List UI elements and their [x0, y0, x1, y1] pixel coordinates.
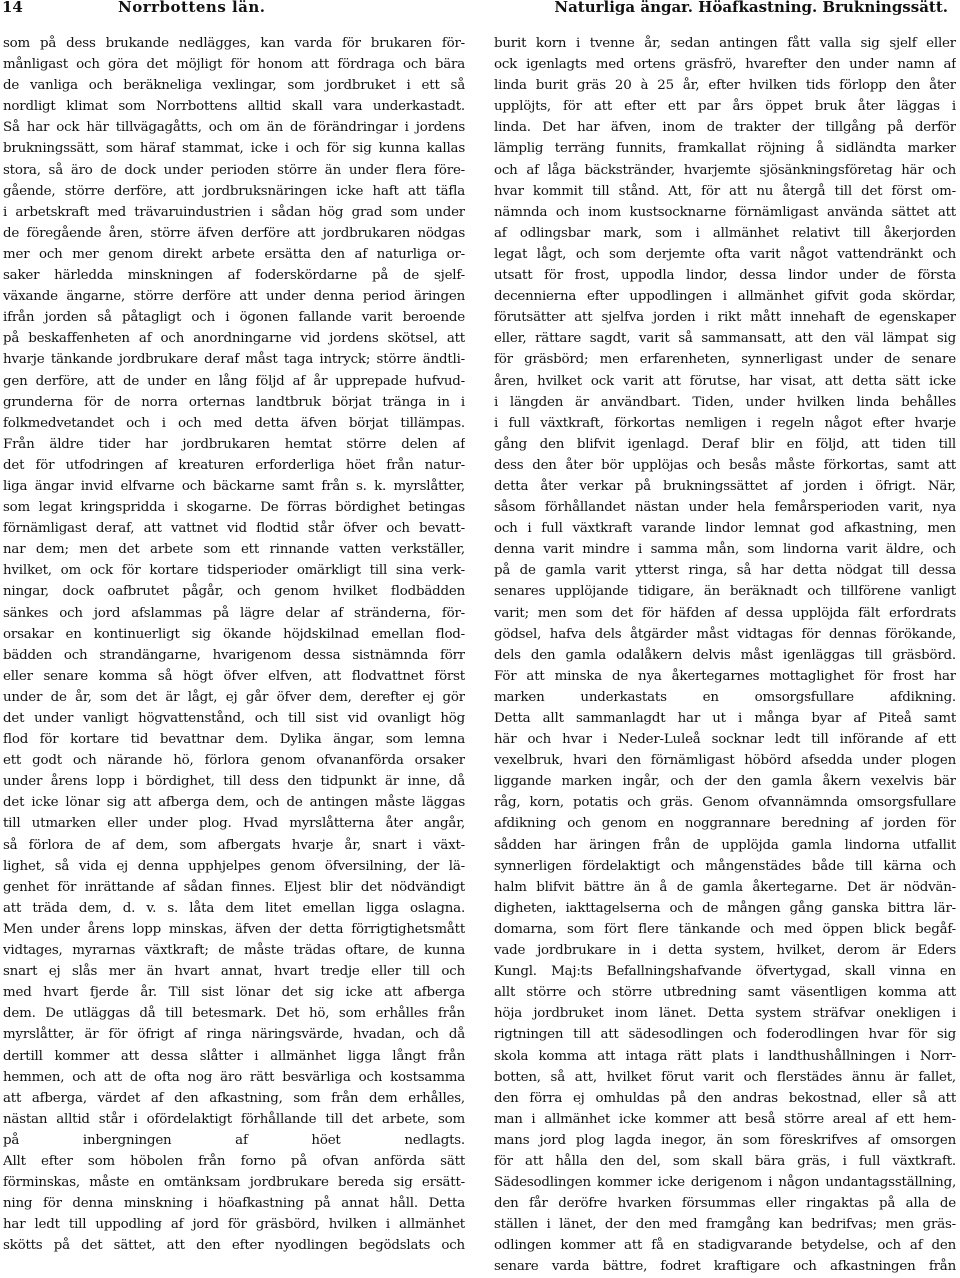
text-line: Så har ock här tillvägagåtts, och om än de förändringar i jordens	[3, 120, 465, 136]
text-line: bädden och strandängarne, hvarigenom dessa sistnämnda förr	[3, 647, 465, 663]
text-line: skötts på det sättet, att den efter nyodlingen begödslats och	[3, 1238, 465, 1254]
text-line: hvar kommit till stånd. Att, för att nu återgå till det först om-	[494, 183, 956, 199]
text-line: linda. Det har äfven, inom de trakter der tillgång på derför	[494, 120, 956, 136]
text-line: vidtages, myrarnas växtkraft; de måste trädas oftare, de kunna	[3, 943, 465, 959]
text-line: under årens lopp i bördighet, till dess den tidpunkt är inne, då	[3, 774, 465, 790]
text-line: folkmedvetandet och i och med detta äfven börjat tillämpas.	[3, 415, 465, 431]
text-line: på de gamla varit ytterst ringa, så har detta nödgat till dessa	[494, 563, 956, 579]
text-line: gen derföre, att de under en lång följd af år upprepade hufvud-	[3, 373, 465, 389]
text-line: gång den blifvit igenlagd. Deraf blir en följd, att tiden till	[494, 436, 956, 452]
text-line: Men under årens lopp minskas, äfven der detta förrigtighetsmått	[3, 921, 465, 937]
text-line: Sädesodlingen kommer icke derigenom i någon undantagsställning,	[494, 1175, 956, 1191]
text-line: så förlora de af dem, som afbergats hvarje år, snart i växt-	[3, 837, 465, 853]
text-line: som på dess brukande nedlägges, kan varda för brukaren för-	[3, 36, 465, 51]
text-line: nar dem; men det arbete som ett rinnande vatten verkställer,	[3, 542, 465, 558]
text-line: hvarje tänkande jordbrukare deraf måst taga intryck; större ändtli-	[3, 352, 465, 368]
text-line: dertill kommer att dessa slåtter i allmänhet ligga långt från	[3, 1048, 465, 1064]
text-line: de vanliga och beräkneliga vexlingar, som jordbruket i ett så	[3, 78, 465, 94]
text-line: för gräsbörd; men erfarenheten, synnerligast under de senare	[494, 352, 956, 368]
left-column-text	[3, 33, 465, 1256]
text-line: varit; men som det för häfden af dessa upplöjda fält erfordrats	[494, 605, 956, 621]
text-line: och af låga bäckstränder, hvarjemte sjösänkningsföretag här och	[494, 162, 956, 178]
text-line: vexelbruk, hvari den förnämligast höbörd afsedda under plogen	[494, 753, 956, 769]
text-line: Allt efter som höbolen från forno på ofvan anförda sätt	[3, 1153, 465, 1169]
text-line: Detta allt sammanlagdt har ut i många byar af Piteå samt	[494, 711, 956, 726]
text-line: förminskas, måste en omtänksam jordbrukare bereda sig ersätt-	[3, 1175, 465, 1191]
text-line: denna varit mindre i samma mån, som lindorna varit äldre, och	[494, 542, 956, 558]
text-line: man i allmänhet icke kommer att beså större areal af ett hem-	[494, 1111, 956, 1127]
text-line: för att hålla den del, som skall bära gräs, i full växtkraft.	[494, 1153, 956, 1169]
text-line: dels den gamla odalåkern delvis måst igenläggas till gräsbörd.	[494, 647, 956, 663]
text-line: eller, rättare sagdt, varit så sammansatt, att den väl lämpat sig	[494, 331, 956, 347]
text-line: det för utfodringen af kreaturen erforderliga höet från natur-	[3, 457, 465, 473]
text-line: detta åter verkar på brukningssättet af jorden i öfrigt. När,	[494, 478, 956, 494]
text-line: lighet, så vida ej denna upphjelpes genom öfversilning, der lä-	[3, 858, 465, 874]
text-line: den förra ej omhuldas på den andras bekostnad, eller så att	[494, 1090, 956, 1106]
text-line: råg, korn, potatis och gräs. Genom ofvannämnda omsorgsfullare	[494, 795, 956, 811]
text-line: synnerligen fördelaktigt och mångenstädes både till kärna och	[494, 858, 956, 874]
text-line: på beskaffenheten af och anordningarne vid jordens skötsel, att	[3, 331, 465, 347]
text-line: såsom förhållandet nästan under hela femårsperioden varit, nya	[494, 500, 956, 516]
text-line: nordligt klimat som Norrbottens alltid skall vara underkastadt.	[3, 99, 465, 115]
text-line: decennierna efter uppodlingen i allmänhet gifvit goda skördar,	[494, 289, 956, 305]
text-line: sådden har äringen från de upplöjda gamla lindorna utfallit	[494, 837, 956, 853]
text-line: genhet för inrättande af sådan finnes. Eljest blir det nödvändigt	[3, 879, 465, 895]
text-line: legat lågt, och som derjemte ofta varit något vattendränkt och	[494, 246, 956, 262]
text-line: gående, större derföre, att jordbruksnäringen icke haft att täfla	[3, 183, 465, 199]
text-line: utsatt för frost, uppodla lindor, dessa lindor under de första	[494, 268, 956, 284]
text-line: linda burit gräs 20 à 25 år, efter hvilken tids förlopp den åter	[494, 78, 956, 94]
text-line: liggande marken ingår, och der den gamla åkern vexelvis bär	[494, 774, 956, 790]
page-header	[0, 0, 960, 22]
text-line: i arbetskraft med trävaruindustrien i sådan hög grad som under	[3, 204, 465, 220]
text-line: vade jordbrukare in i detta system, hvilket, derom är Eders	[494, 943, 956, 959]
text-line: de föregående åren, större äfven derföre att jordbrukaren nödgas	[3, 225, 465, 241]
text-line: att afberga, värdet af den afkastning, som från dem erhålles,	[3, 1090, 465, 1106]
text-line: det icke lönar sig att afberga dem, och de antingen måste läggas	[3, 795, 465, 811]
text-line: ifrån jorden så påtagligt och i ögonen fallande varit beroende	[3, 310, 465, 326]
page-number: 14	[2, 0, 23, 16]
text-line: hemmen, och att de ofta nog äro rätt besvärliga och kostsamma	[3, 1069, 465, 1085]
text-line: ock igenlagts med ortens gräsfrö, hvarefter den under namn af	[494, 57, 956, 73]
right-column	[494, 33, 956, 1278]
text-line: nämnda och inom kustsocknarne förnämligast använda sättet att	[494, 204, 956, 220]
text-line: Från äldre tider har jordbrukaren hemtat större delen af	[3, 436, 465, 452]
text-line: För att minska de nya åkertegarnes mottaglighet för frost har	[494, 668, 956, 684]
text-line: stora, så äro de dock under perioden större än under flera före-	[3, 162, 465, 178]
text-line: digheten, iakttagelserna och de mången gång ganska bittra lär-	[494, 900, 956, 916]
text-line: lämplig terräng funnits, framkallat röjning å sidländta marker	[494, 141, 956, 157]
text-line: hvilket, om ock för kortare tidsperioder omärkligt till sina verk-	[3, 563, 465, 579]
text-line: domarna, som fört flere tänkande och med öppen blick begåf-	[494, 921, 956, 937]
text-line: botten, så att, hvilket förut varit och flerstädes ännu är fallet,	[494, 1069, 956, 1085]
text-line: grunderna för de norra orternas landtbruk börjat tränga in i	[3, 394, 465, 410]
text-line: ställen i länet, der den med framgång kan bedrifvas; men gräs-	[494, 1217, 956, 1233]
text-line: till utmarken eller under plog. Hvad myrslåtterna åter angår,	[3, 816, 465, 832]
text-line: skola komma att intaga rätt plats i landthushållningen i Norr-	[494, 1048, 956, 1064]
text-line: som legat kringspridda i skogarne. De förras bördighet betingas	[3, 500, 465, 516]
text-line: allt större och större utbredning samt väsentligen komma att	[494, 985, 956, 1001]
text-line: att träda dem, d. v. s. låta dem litet emellan ligga oslagna.	[3, 900, 465, 916]
text-line: liga ängar invid elfvarne och bäckarne samt från s. k. myrslåtter,	[3, 478, 465, 494]
text-line: rigtningen till att sädesodlingen och foderodlingen hvar för sig	[494, 1027, 956, 1043]
text-line: och i full växtkraft varande lindor lemnat god afkastning, men	[494, 521, 956, 537]
text-line: här och hvar i Neder-Luleå socknar ledt till införande af ett	[494, 732, 956, 748]
text-line: afdikning och genom en noggrannare beredning af jorden för	[494, 816, 956, 832]
text-line: halm blifvit bättre än å de gamla åkertegarne. Det är nödvän-	[494, 879, 956, 895]
text-line: dem. De utläggas då till betesmark. Det hö, som erhålles från	[3, 1006, 465, 1022]
text-line: har ledt till uppodling af jord för gräsbörd, hvilken i allmänhet	[3, 1217, 465, 1233]
left-column	[3, 33, 465, 1256]
text-line: växande ängarne, större derföre att under denna period äringen	[3, 289, 465, 305]
text-line: sänkes och jord afslammas på lägre delar af stränderna, för-	[3, 605, 465, 621]
text-line: af odlingsbar mark, som i allmänhet relativt till åkerjorden	[494, 225, 956, 241]
text-line: odlingen kommer att få en stadigvarande betydelse, och af den	[494, 1238, 956, 1254]
text-line: mer och mer genom direkt arbete ersätta den af naturliga or-	[3, 246, 465, 262]
text-line: saker härledda minskningen af foderskördarne på de sjelf-	[3, 268, 465, 284]
text-line: ningar, dock oafbrutet pågår, och genom hvilket flodbädden	[3, 584, 465, 600]
text-line: flod för kortare tid bevattnar dem. Dylika ängar, som lemna	[3, 732, 465, 748]
text-line: gödsel, hafva dels åtgärder måst vidtagas för dennas förökande,	[494, 626, 956, 642]
text-line: senare varda bättre, fodret kraftigare och afkastningen från	[494, 1259, 956, 1275]
text-line: dess den åter bör upplöjas och besås måste förkortas, samt att	[494, 457, 956, 473]
text-line: Kungl. Maj:ts Befallningshafvande öfvertygad, skall vinna en	[494, 964, 956, 980]
text-line: ning för denna minskning i höafkastning på annat håll. Detta	[3, 1196, 465, 1212]
text-line: med hvart fjerde år. Till sist lönar det sig icke att afberga	[3, 985, 465, 1001]
text-line: det under vanligt högvattenstånd, och till sist vid ovanligt hög	[3, 711, 465, 726]
text-line: i längden är användbart. Tiden, under hvilken linda behålles	[494, 394, 956, 410]
text-line: snart ej slås mer än hvart annat, hvart tredje eller till och	[3, 964, 465, 980]
text-line: förnämligast deraf, att vattnet vid flodtid står öfver och bevatt-	[3, 521, 465, 537]
text-line: på inbergningen af höet nedlagts.	[3, 1132, 465, 1148]
text-line: nästan alltid står i ofördelaktigt förhållande till det arbete, som	[3, 1111, 465, 1127]
text-line: höja jordbruket inom länet. Detta system sträfvar onekligen i	[494, 1006, 956, 1022]
text-line: förutsätter att sjelfva jorden i rikt mått innehaft de egenskaper	[494, 310, 956, 326]
text-line: brukningssätt, som häraf stammat, icke i och för sig kunna kallas	[3, 141, 465, 157]
right-column-text	[494, 33, 956, 1278]
text-line: mans jord plog lagda inegor, än som föreskrifves af omsorgen	[494, 1132, 956, 1148]
text-line: orsakar en kontinuerligt sig ökande höjdskilnad emellan flod-	[3, 626, 465, 642]
text-line: upplöjts, för att efter ett par års öppet bruk åter läggas i	[494, 99, 956, 115]
text-line: senares upplöjande tidigare, än beräknadt och tillförene vanligt	[494, 584, 956, 600]
section-title: Naturliga ängar. Höafkastning. Brukningssätt.	[554, 0, 948, 16]
text-line: myrslåtter, är för öfrigt af ringa näringsvärde, hvadan, och då	[3, 1027, 465, 1043]
running-title: Norrbottens län.	[118, 0, 266, 16]
text-line: den får deröfre hvarken försummas eller ringaktas på alla de	[494, 1196, 956, 1212]
text-line: under de år, som det är lågt, ej går öfver dem, derefter ej gör	[3, 689, 465, 705]
text-line: månligast och göra det möjligt för honom att fördraga och bära	[3, 57, 465, 73]
text-line: eller senare komma så högt öfver elfven, att flodvattnet först	[3, 668, 465, 684]
text-line: i full växtkraft, förkortas nemligen i regeln något efter hvarje	[494, 415, 956, 431]
text-line: marken underkastats en omsorgsfullare afdikning.	[494, 689, 956, 705]
text-line: ett godt och närande hö, förlora genom ofvananförda orsaker	[3, 753, 465, 769]
text-line: burit korn i tvenne år, sedan antingen fått valla sig sjelf eller	[494, 36, 956, 51]
text-line: åren, hvilket ock varit att förutse, har visat, att detta sätt icke	[494, 373, 956, 389]
